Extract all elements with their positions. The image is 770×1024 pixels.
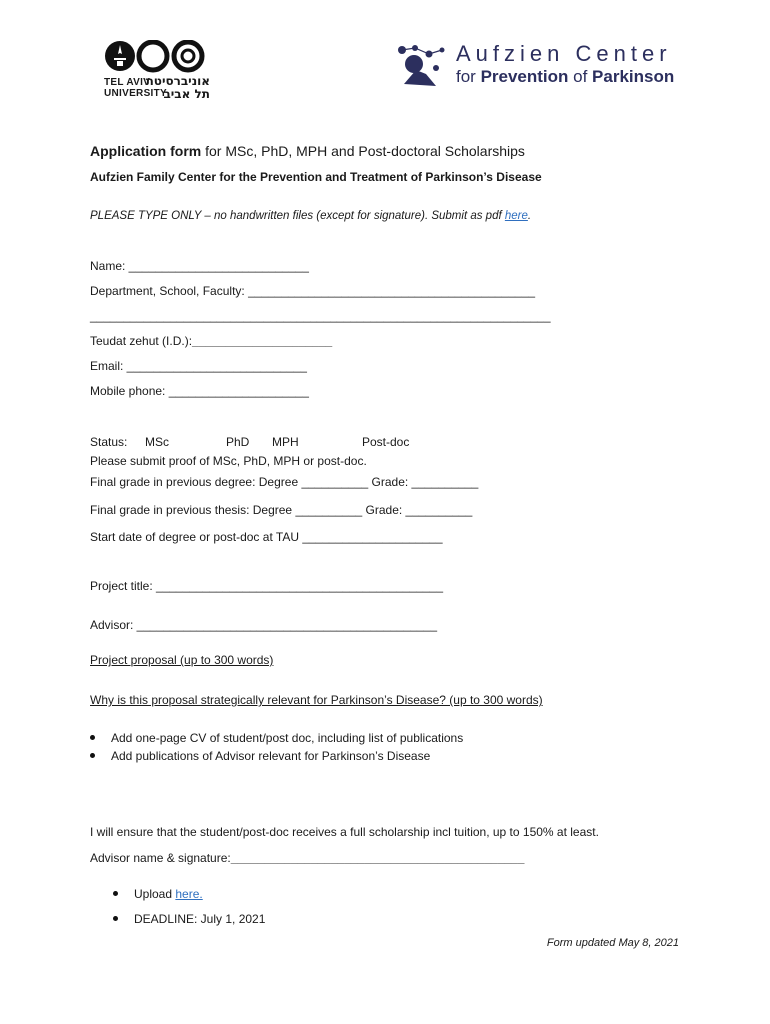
tau-logo: [104, 40, 214, 104]
final-thesis-field[interactable]: Final grade in previous thesis: Degree __________ Grade: __________: [90, 503, 473, 517]
name-field[interactable]: Name: ___________________________: [90, 259, 309, 273]
teudat-field[interactable]: Teudat zehut (I.D.):_____________________: [90, 334, 333, 348]
tau-circles-icon: [104, 40, 214, 74]
upload-link[interactable]: here.: [175, 887, 203, 901]
assurance-statement: I will ensure that the student/post-doc receives a full scholarship incl tuition, up to 150% at least.: [90, 825, 599, 839]
form-updated-note: Form updated May 8, 2021: [546, 937, 679, 949]
bullet-icon: [90, 753, 95, 758]
page-title: Application form for MSc, PhD, MPH and Post-doctoral Scholarships: [90, 143, 525, 159]
upload-item: Upload here.: [113, 887, 203, 901]
aufzien-logo: [396, 40, 675, 88]
status-option-postdoc[interactable]: Post-doc: [362, 435, 410, 449]
tau-name-english: TEL AVIV UNIVERSITY: [104, 77, 168, 99]
list-item: Add one-page CV of student/post doc, including list of publications: [90, 731, 463, 745]
project-proposal-heading: Project proposal (up to 300 words): [90, 653, 274, 667]
advisor-field[interactable]: Advisor: _____________________________________________: [90, 618, 438, 632]
aufzien-title: Aufzien Center: [456, 41, 672, 66]
proof-note: Please submit proof of MSc, PhD, MPH or post-doc.: [90, 454, 367, 468]
status-row: [90, 435, 490, 451]
start-date-field[interactable]: Start date of degree or post-doc at TAU _____________________: [90, 530, 443, 544]
aufzien-subtitle: for Prevention of Parkinson: [456, 67, 675, 86]
instruction-text: PLEASE TYPE ONLY – no handwritten files (except for signature). Submit as pdf here.: [90, 210, 532, 222]
status-label: Status:: [90, 435, 128, 449]
parkinson-figure-icon: [396, 40, 452, 88]
status-option-mph[interactable]: MPH: [272, 435, 299, 449]
final-degree-field[interactable]: Final grade in previous degree: Degree __________ Grade: __________: [90, 475, 479, 489]
relevance-heading: Why is this proposal strategically relevant for Parkinson’s Disease? (up to 300 words): [90, 693, 543, 707]
tau-name-hebrew: אוניברסיטת תל אביב: [145, 74, 210, 101]
submit-link[interactable]: here: [504, 210, 528, 222]
project-title-field[interactable]: Project title: ___________________________________________: [90, 579, 443, 593]
list-item: Add publications of Advisor relevant for Parkinson’s Disease: [90, 749, 430, 763]
email-field[interactable]: Email: ___________________________: [90, 359, 307, 373]
bullet-icon: [90, 735, 95, 740]
deadline-item: DEADLINE: July 1, 2021: [113, 912, 265, 926]
advisor-signature-field[interactable]: Advisor name & signature:____________________________________________: [90, 851, 525, 865]
status-option-msc[interactable]: MSc: [145, 435, 169, 449]
mobile-field[interactable]: Mobile phone: _____________________: [90, 384, 309, 398]
status-option-phd[interactable]: PhD: [226, 435, 250, 449]
page-subtitle: Aufzien Family Center for the Prevention and Treatment of Parkinson’s Disease: [90, 170, 542, 184]
bullet-icon: [113, 916, 118, 921]
bullet-icon: [113, 891, 118, 896]
department-field[interactable]: Department, School, Faculty: ___________________________________________: [90, 284, 536, 298]
department-continuation-line[interactable]: _____________________________________________________________________: [90, 309, 551, 323]
